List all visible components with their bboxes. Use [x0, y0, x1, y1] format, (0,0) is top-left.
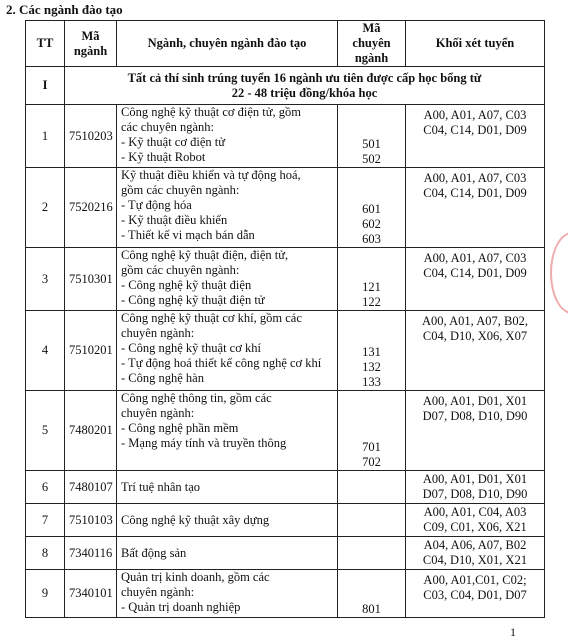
major-code: 7510201	[65, 311, 117, 391]
major-name-line: chuyên ngành:	[121, 406, 195, 420]
major-name-line: Bất động sản	[121, 545, 187, 560]
admission-blocks	[406, 537, 545, 570]
specialization-code: 502	[362, 152, 381, 166]
major-code: 7340116	[65, 537, 117, 570]
major-name	[117, 311, 338, 391]
admission-block-line: A00, A01,C01, C02;	[423, 573, 527, 587]
section-number: I	[26, 67, 65, 105]
specialization-codes	[338, 471, 406, 504]
major-code: 7520216	[65, 168, 117, 248]
major-name	[117, 248, 338, 311]
section-heading: 2. Các ngành đào tạo	[6, 2, 123, 17]
specialization-code: 801	[362, 602, 381, 616]
major-name-line: Công nghệ thông tin, gồm các	[121, 391, 272, 405]
header-spec-line: chuyên	[352, 36, 391, 50]
major-name-line: các chuyên ngành:	[121, 120, 215, 134]
header-blocks: Khối xét tuyển	[406, 21, 545, 67]
major-name-line: Trí tuệ nhân tạo	[121, 479, 201, 494]
major-name-line: - Kỹ thuật điều khiển	[121, 213, 228, 227]
major-name-line: - Tự động hóa	[121, 198, 192, 212]
admission-blocks	[406, 105, 545, 168]
major-name-line: - Công nghệ phần mềm	[121, 421, 239, 435]
major-code: 7480201	[65, 391, 117, 471]
major-name-line: Công nghệ kỹ thuật xây dựng	[121, 512, 270, 527]
table-row	[26, 105, 545, 168]
major-name-line: - Kỹ thuật Robot	[121, 150, 206, 164]
major-name-line: Quản trị kinh doanh, gồm các	[121, 570, 270, 584]
major-name-line: gồm các chuyên ngành:	[121, 263, 240, 277]
header-spec-line: ngành	[354, 51, 389, 65]
admission-block-line: C04, C14, D01, D09	[423, 266, 527, 280]
major-name-line: Công nghệ kỹ thuật điện, điện tử,	[121, 248, 289, 262]
table-row	[26, 391, 545, 471]
admission-block-line: C04, D10, X06, X07	[422, 329, 528, 343]
specialization-codes	[338, 537, 406, 570]
major-name-line: Kỹ thuật điều khiển và tự động hoá,	[121, 168, 301, 182]
admission-blocks	[406, 471, 545, 504]
table-row	[26, 471, 545, 504]
table-row	[26, 537, 545, 570]
section-row	[26, 67, 545, 105]
specialization-codes	[338, 105, 406, 168]
header-code-line: ngành	[73, 43, 108, 58]
specialization-codes	[338, 311, 406, 391]
admission-blocks	[406, 248, 545, 311]
admission-block-line: A00, A01, A07, C03	[423, 251, 527, 265]
admission-block-line: C04, C14, D01, D09	[423, 123, 527, 137]
major-name	[117, 471, 338, 504]
specialization-code: 131	[362, 345, 381, 359]
header-tt: TT	[26, 21, 65, 67]
major-name	[117, 105, 338, 168]
major-name-line: - Công nghệ kỹ thuật điện	[121, 278, 252, 292]
major-name	[117, 537, 338, 570]
admission-blocks	[406, 311, 545, 391]
major-name-line: chuyên ngành:	[121, 585, 195, 599]
admission-block-line: A00, A01, D01, X01	[422, 394, 528, 408]
table-header-row	[26, 21, 545, 67]
major-name-line: - Công nghệ hàn	[121, 371, 204, 385]
major-name-line: - Công nghệ kỹ thuật cơ khí	[121, 341, 261, 355]
specialization-code: 603	[362, 232, 381, 246]
specialization-code: 701	[362, 440, 381, 454]
header-spec	[338, 21, 406, 67]
admission-block-line: D07, D08, D10, D90	[422, 487, 528, 501]
page-number: 1	[510, 625, 516, 639]
row-number: 1	[26, 105, 65, 168]
row-number: 9	[26, 570, 65, 618]
admission-block-line: C04, D10, X01, X21	[422, 553, 528, 567]
section-title-line: Tất cả thí sinh trúng tuyển 16 ngành ưu tiên được cấp học bổng từ	[127, 70, 482, 85]
header-code	[65, 21, 117, 67]
specialization-codes	[338, 504, 406, 537]
admission-block-line: A00, A01, A07, C03	[423, 108, 527, 122]
table-row	[26, 248, 545, 311]
row-number: 8	[26, 537, 65, 570]
major-name	[117, 504, 338, 537]
section-title-line: 22 - 48 triệu đồng/khóa học	[231, 85, 378, 100]
major-name-line: - Công nghệ kỹ thuật điện tử	[121, 293, 265, 307]
majors-table	[25, 20, 545, 618]
row-number: 4	[26, 311, 65, 391]
admission-block-line: A04, A06, A07, B02	[423, 538, 527, 552]
table-row	[26, 168, 545, 248]
major-code: 7480107	[65, 471, 117, 504]
major-code: 7510301	[65, 248, 117, 311]
specialization-code: 501	[362, 137, 381, 151]
admission-blocks	[406, 570, 545, 618]
major-name-line: Công nghệ kỹ thuật cơ điện tử, gồm	[121, 105, 302, 119]
major-name-line: gồm các chuyên ngành:	[121, 183, 240, 197]
admission-block-line: C09, C01, X06, X21	[423, 520, 527, 534]
specialization-codes	[338, 168, 406, 248]
specialization-codes	[338, 248, 406, 311]
major-name-line: Công nghệ kỹ thuật cơ khí, gồm các	[121, 311, 302, 325]
specialization-codes	[338, 570, 406, 618]
specialization-code: 122	[362, 295, 381, 309]
table-row	[26, 504, 545, 537]
admission-block-line: A00, A01, A07, C03	[423, 171, 527, 185]
row-number: 3	[26, 248, 65, 311]
table-row	[26, 570, 545, 618]
major-name	[117, 168, 338, 248]
row-number: 2	[26, 168, 65, 248]
major-code: 7340101	[65, 570, 117, 618]
admission-block-line: A00, A01, D01, X01	[422, 472, 528, 486]
major-name-line: - Mạng máy tính và truyền thông	[121, 436, 287, 450]
specialization-code: 132	[362, 360, 381, 374]
header-spec-line: Mã	[362, 21, 381, 35]
admission-block-line: C04, C14, D01, D09	[423, 186, 527, 200]
specialization-code: 601	[362, 202, 381, 216]
major-name-line: - Tự động hoá thiết kế công nghệ cơ khí	[121, 356, 322, 370]
specialization-codes	[338, 391, 406, 471]
major-name-line: chuyên ngành:	[121, 326, 195, 340]
admission-block-line: D07, D08, D10, D90	[422, 409, 528, 423]
specialization-code: 121	[362, 280, 381, 294]
admission-block-line: A00, A01, C04, A03	[423, 505, 527, 519]
header-code-line: Mã	[81, 28, 100, 43]
major-name-line: - Kỹ thuật cơ điện tử	[121, 135, 225, 149]
admission-blocks	[406, 504, 545, 537]
red-seal-stamp	[550, 232, 568, 314]
admission-block-line: C03, C04, D01, D07	[423, 588, 527, 602]
admission-blocks	[406, 168, 545, 248]
section-title	[65, 67, 545, 105]
specialization-code: 602	[362, 217, 381, 231]
row-number: 7	[26, 504, 65, 537]
major-name-line: - Thiết kế vi mạch bán dẫn	[121, 228, 255, 242]
major-name	[117, 391, 338, 471]
row-number: 6	[26, 471, 65, 504]
admission-block-line: A00, A01, A07, B02,	[422, 314, 528, 328]
major-name-line: - Quản trị doanh nghiệp	[121, 600, 241, 614]
major-name	[117, 570, 338, 618]
specialization-code: 702	[362, 455, 381, 469]
admission-blocks	[406, 391, 545, 471]
header-name: Ngành, chuyên ngành đào tạo	[117, 21, 338, 67]
major-code: 7510103	[65, 504, 117, 537]
specialization-code: 133	[362, 375, 381, 389]
row-number: 5	[26, 391, 65, 471]
table-row	[26, 311, 545, 391]
major-code: 7510203	[65, 105, 117, 168]
